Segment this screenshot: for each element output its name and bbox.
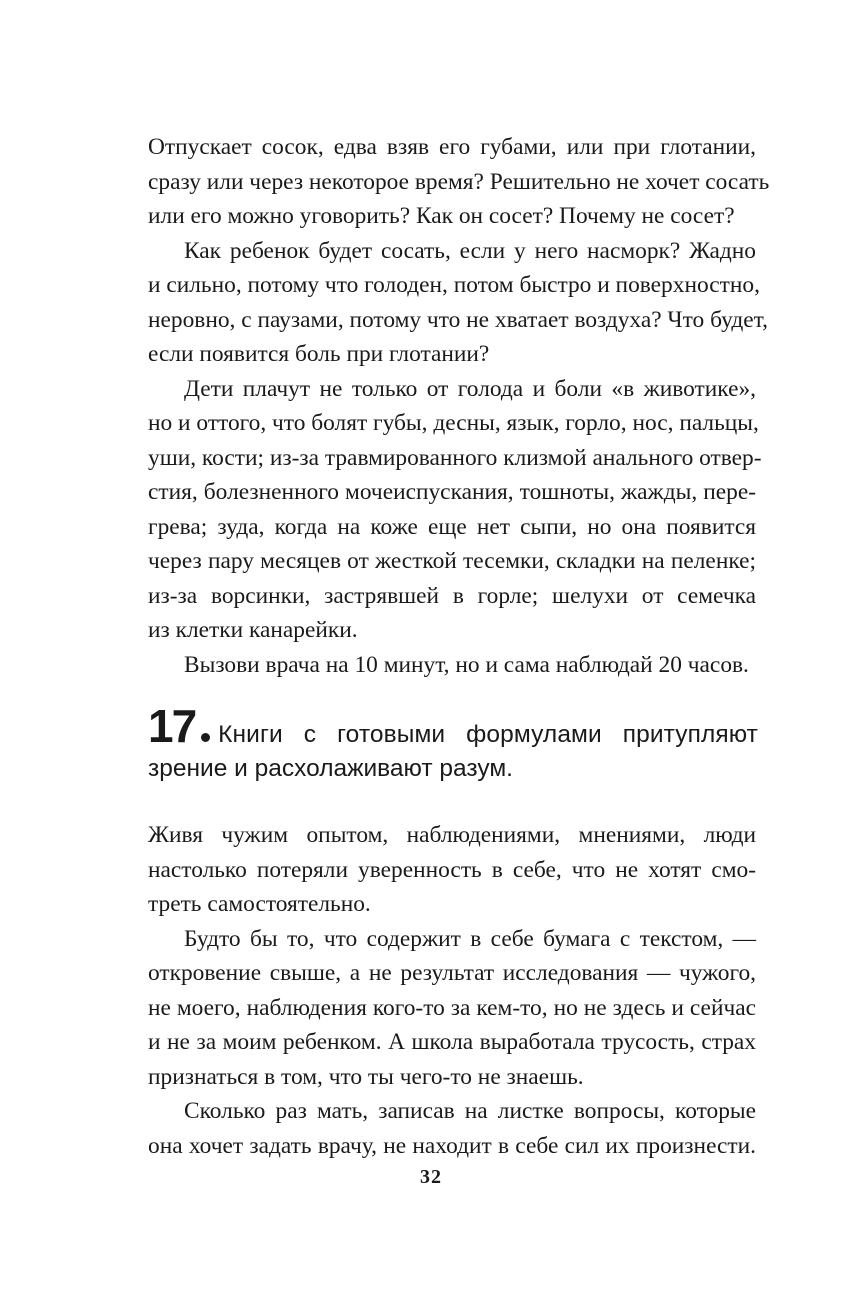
text-line: признаться в том, что ты чего-то не знаешь. [148, 1063, 584, 1090]
paragraph [148, 372, 762, 648]
chapter-title-line-1: Книги с готовыми формулами притупляют [218, 721, 758, 748]
paragraph [148, 922, 756, 1095]
text-line: через пару месяцев от жесткой тесемки, складки на пеленке; [148, 548, 756, 574]
text-line: сразу или через некоторое время? Решительно не хочет сосать [148, 168, 770, 195]
text-line: Дети плачут не только от голода и боли «в животике», [184, 375, 756, 402]
chapter-heading-line-1 [148, 700, 758, 752]
text-line: и сильно, потому что голоден, потом быстро и поверхностно, [148, 272, 760, 298]
paragraph [148, 648, 756, 683]
text-line: уши, кости; из-за травмированного клизмой анального отвер- [148, 444, 762, 471]
text-line: неровно, с паузами, потому что не хватает воздуха? Что будет, [148, 306, 768, 333]
text-line: из клетки канарейки. [148, 617, 358, 643]
paragraph [148, 234, 768, 372]
text-line: настолько потеряли уверенность в себе, что не хотят смо- [148, 856, 756, 883]
text-line: не моего, наблюдения кого-то за кем-то, но не здесь и сейчас [148, 994, 756, 1021]
text-line: Вызови врача на 10 минут, но и сама наблюдай 20 часов. [184, 651, 749, 678]
chapter-number: 17 [148, 700, 196, 752]
text-line: Отпускает сосок, едва взяв его губами, или при глотании, [148, 134, 756, 160]
chapter-title-line-2: зрение и расхолаживают разум. [148, 755, 513, 782]
text-line: и не за моим ребенком. А школа выработала трусость, страх [148, 1029, 756, 1055]
paragraph [148, 818, 756, 922]
text-line: откровение свыше, а не результат исследования — чужого, [148, 960, 756, 986]
text-line: она хочет задать врачу, не находит в себе сил их произнести. [148, 1132, 756, 1159]
text-line: Как ребенок будет сосать, если у него насморк? Жадно [184, 237, 756, 264]
page-number: 32 [420, 1166, 442, 1188]
text-line: стия, болезненного мочеиспускания, тошноты, жажды, пере- [148, 479, 756, 505]
text-line: или его можно уговорить? Как он сосет? Почему не сосет? [148, 203, 735, 229]
text-line: если появится боль при глотании? [148, 341, 490, 367]
text-line: треть самостоятельно. [148, 891, 371, 917]
paragraph [148, 130, 770, 234]
text-line: Будто бы то, что содержит в себе бумага с текстом, — [184, 925, 756, 952]
text-line: грева; зуда, когда на коже еще нет сыпи, но она появится [148, 513, 756, 540]
body-text-bottom [148, 818, 756, 1163]
text-line: Сколько раз мать, записав на листке вопросы, которые [184, 1098, 756, 1124]
text-line: из-за ворсинки, застрявшей в горле; шелухи от семечка [148, 582, 756, 609]
text-line: Живя чужим опытом, наблюдениями, мнениями, люди [148, 822, 756, 848]
body-text-top [148, 130, 770, 682]
text-line: но и оттого, что болят губы, десны, язык, горло, нос, пальцы, [148, 410, 759, 436]
paragraph [148, 1094, 756, 1163]
chapter-heading [148, 700, 758, 786]
chapter-dot-icon [201, 733, 210, 742]
